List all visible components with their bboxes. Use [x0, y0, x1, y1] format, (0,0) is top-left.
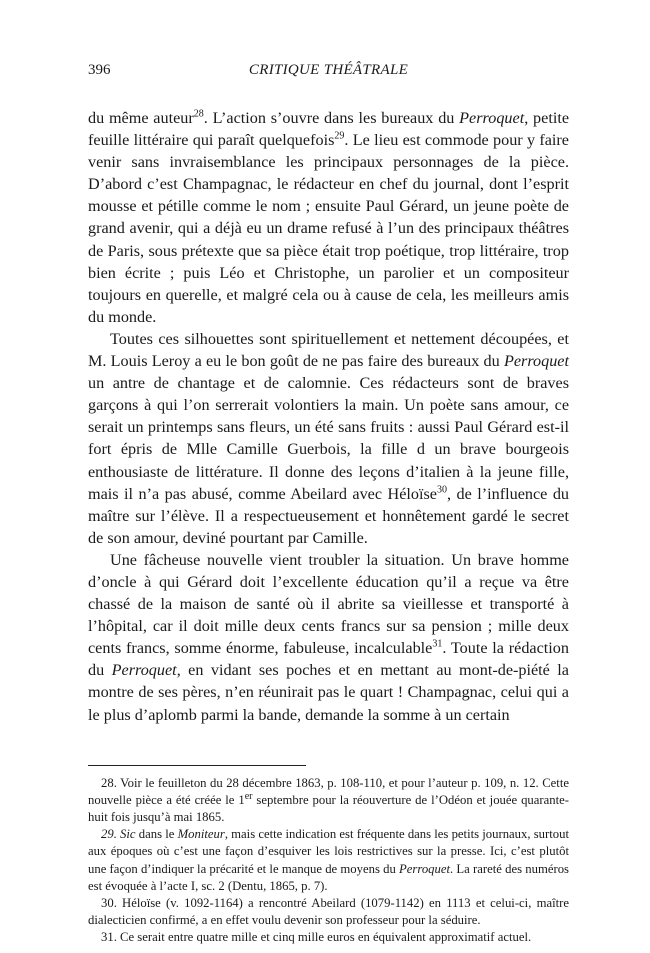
- paragraph-3: [88, 549, 569, 726]
- text-run: . La rareté des numéros est évoquée à l’acte I, sc. 2 (Dentu, 1865, p. 7).: [88, 861, 569, 893]
- footnote-29: [88, 826, 569, 895]
- text-run: 28. Voir le feuilleton du 28 décembre 1863, p. 108-110, et pour l’auteur p. 109, n. 12. Cette nouvelle pièce a été créée le 1: [88, 775, 569, 807]
- italic-title: Moniteur: [177, 827, 225, 842]
- italic-title: Perroquet: [459, 109, 525, 127]
- footnote-separator: [88, 765, 306, 766]
- page-number: 396: [88, 62, 111, 78]
- text-run: . Toute la rédaction du: [88, 639, 569, 680]
- text-run: Une fâcheuse nouvelle vient troubler la situation. Un brave homme d’oncle à qui Gérard doit l’excellente éducation qu’il a reçue va être chassé de la maison de santé où il abrite sa vieillesse et transporté à l’hôpital, car il doit mille deux cents francs sur sa pension ; mille deux cents francs, somme énorme, fabuleuse, incalculable: [88, 550, 569, 658]
- italic-text: 29. Sic: [101, 827, 136, 842]
- footnote-28: [88, 775, 569, 827]
- text-run: du même auteur: [88, 109, 194, 127]
- text-run: , petite feuille littéraire qui paraît quelquefois: [88, 109, 570, 150]
- text-run: 31. Ce serait entre quatre mille et cinq mille euros en équivalent approximatif actuel.: [101, 930, 532, 945]
- text-run: , de l’influence du maître sur l’élève. Il a respectueusement et honnêtement gardé le secret de son amour, deviné pourtant par Camille.: [88, 484, 570, 547]
- italic-title: Perroquet: [503, 352, 569, 371]
- footnote-30: [88, 895, 569, 929]
- text-run: . L’action s’ouvre dans les bureaux du: [203, 109, 460, 127]
- text-run: Toutes ces silhouettes sont spirituellement et nettement découpées, et M. Louis Leroy a eu le bon goût de ne pas faire des bureaux du: [88, 329, 569, 371]
- text-run: un antre de chantage et de calomnie. Ces rédacteurs sont de braves garçons à qui l’on serrerait volontiers la main. Un poète sans amour, ce serait un printemps sans fleurs, un été sans fruits : aussi Paul Gérard est-il fort épris de Mlle Camille Guerbois, la fille d un brave bourgeois enthousiaste de littérature. Il donne des leçons d’italien à la jeune fille, mais il n’a pas abusé, comme Abeilard avec Héloïse: [88, 374, 569, 503]
- paragraph-1: [88, 107, 569, 328]
- footnote-31: [88, 929, 569, 946]
- italic-title: Perroquet: [111, 661, 177, 680]
- text-run: dans le: [135, 827, 178, 842]
- footnote-ref-28: 28: [193, 108, 204, 120]
- italic-title: Perroquet: [399, 861, 451, 876]
- footnote-ref-30: 30: [436, 484, 447, 496]
- running-title: CRITIQUE THÉÂTRALE: [248, 62, 409, 78]
- footnote-ref-29: 29: [334, 130, 345, 142]
- ordinal-superscript: er: [244, 790, 253, 802]
- book-page: [88, 60, 569, 947]
- running-head: [88, 60, 569, 84]
- main-text: [88, 107, 569, 726]
- footnote-ref-31: 31: [432, 638, 443, 650]
- text-run: , en vidant ses poches et en mettant au mont-de-piété la montre de ses pères, n’en réunirait pas le quart ! Champagnac, celui qui a le plus d’aplomb parmi la bande, demande la somme à un certain: [88, 661, 569, 724]
- text-run: 30. Héloïse (v. 1092-1164) a rencontré Abeilard (1079-1142) en 1113 et celui-ci, maître dialecticien confirmé, a en effet voulu devenir son professeur pour la séduire.: [88, 896, 569, 928]
- paragraph-2: [88, 328, 569, 549]
- text-run: . Le lieu est commode pour y faire venir sans invraisemblance les principaux personnages de la pièce. D’abord c’est Champagnac, le rédacteur en chef du journal, dont l’esprit mousse et pétille comme le nom ; ensuite Paul Gérard, un jeune poète de grand avenir, qui a déjà eu un drame refusé à l’un des principaux théâtres de Paris, sous prétexte que sa pièce était trop poétique, trop littéraire, trop bien écrite ; puis Léo et Christophe, un parolier et un compositeur toujours en querelle, et malgré cela ou à cause de cela, les meilleurs amis du monde.: [88, 131, 569, 326]
- text-run: septembre pour la réouverture de l’Odéon et jouée quarante-huit fois jusqu’à mai 1865.: [88, 792, 569, 825]
- text-run: , mais cette indication est fréquente dans les petits journaux, surtout aux époques où c’est une façon d’esquiver les lois restrictives sur la presse. Ici, c’est plutôt une façon d’indiquer la précarité et le manque de moyens du: [88, 827, 569, 876]
- footnotes: [88, 775, 569, 947]
